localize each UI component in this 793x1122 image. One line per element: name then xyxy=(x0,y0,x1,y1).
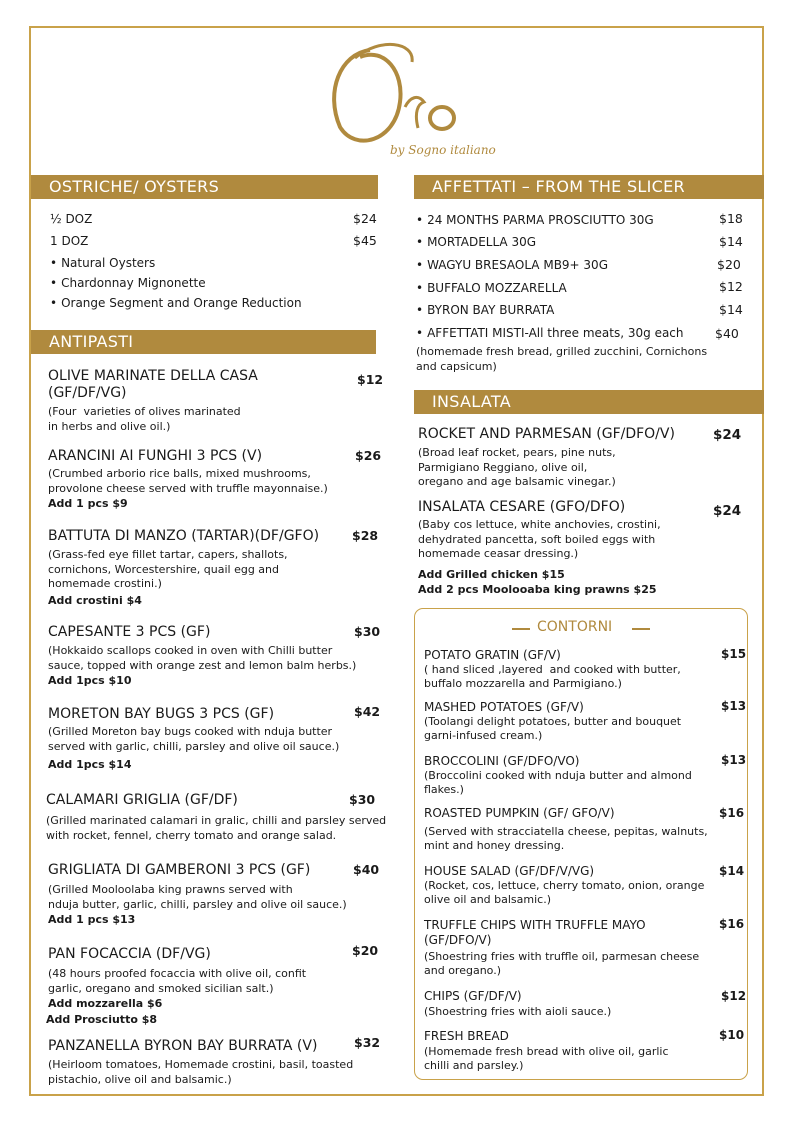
dish-price: $30 xyxy=(349,792,376,807)
dish-title: OLIVE MARINATE DELLA CASA (GF/DF/VG) xyxy=(48,368,258,401)
contorni-heading: CONTORNI xyxy=(537,619,613,635)
side-price: $15 xyxy=(721,647,747,661)
dish-price: $42 xyxy=(354,704,381,719)
side-price: $10 xyxy=(719,1028,745,1042)
dish-add-on: Add 1 pcs $13 xyxy=(48,913,136,926)
dish-desc: (48 hours proofed focaccia with olive oil, confit garlic, oregano and smoked sicilian salt.) xyxy=(48,967,307,995)
salad-add-on: Add Grilled chicken $15 xyxy=(418,568,565,581)
affettati-item: • WAGYU BRESAOLA MB9+ 30G xyxy=(416,258,608,273)
side-desc: (Shoestring fries with truffle oil, parmesan cheese and oregano.) xyxy=(424,950,700,977)
dish-title: PAN FOCACCIA (DF/VG) xyxy=(48,946,211,962)
dish-desc: (Grilled Moreton bay bugs cooked with nduja butter served with garlic, chilli, parsley and olive oil sauce.) xyxy=(48,725,340,753)
side-desc: (Shoestring fries with aioli sauce.) xyxy=(424,1005,612,1018)
oyster-half-doz: ½ DOZ xyxy=(50,212,93,226)
side-price: $13 xyxy=(721,753,747,767)
dish-desc: (Four varieties of olives marinated in herbs and olive oil.) xyxy=(48,405,241,433)
affettati-item: • AFFETTATI MISTI-All three meats, 30g each xyxy=(416,326,684,341)
salad-title: INSALATA CESARE (GFO/DFO) xyxy=(418,499,626,515)
dish-title: ARANCINI AI FUNGHI 3 PCS (V) xyxy=(48,448,263,464)
salad-price: $24 xyxy=(713,503,742,519)
affettati-note: (homemade fresh bread, grilled zucchini, Cornichons and capsicum) xyxy=(416,345,708,373)
dish-add-on: Add 1pcs $14 xyxy=(48,758,132,771)
dish-title: BATTUTA DI MANZO (TARTAR)(DF/GFO) xyxy=(48,528,320,544)
affettati-price: $14 xyxy=(719,234,743,249)
affettati-price: $12 xyxy=(719,279,743,294)
salad-desc: (Baby cos lettuce, white anchovies, crostini, dehydrated pancetta, soft boiled eggs with homemade ceasar dressing.) xyxy=(418,518,661,560)
dish-price: $40 xyxy=(353,862,380,877)
oysters-heading: OSTRICHE/ OYSTERS xyxy=(31,175,378,199)
dish-title: MORETON BAY BUGS 3 PCS (GF) xyxy=(48,706,275,722)
side-desc: (Served with stracciatella cheese, pepitas, walnuts, mint and honey dressing. xyxy=(424,825,708,852)
affettati-price: $18 xyxy=(719,211,743,226)
salad-desc: (Broad leaf rocket, pears, pine nuts, Parmigiano Reggiano, olive oil, oregano and age balsamic vinegar.) xyxy=(418,446,616,488)
side-price: $13 xyxy=(721,699,747,713)
side-desc: (Broccolini cooked with nduja butter and almond flakes.) xyxy=(424,769,692,796)
dish-add-on: Add 1 pcs $9 xyxy=(48,497,128,510)
affettati-price: $40 xyxy=(715,326,739,341)
oyster-option: • Orange Segment and Orange Reduction xyxy=(50,296,302,311)
dish-desc: (Grilled marinated calamari in gralic, chilli and parsley served with rocket, fennel, cherry tomato and orange salad. xyxy=(46,814,387,842)
dish-price: $32 xyxy=(354,1035,381,1050)
dish-title: CAPESANTE 3 PCS (GF) xyxy=(48,624,211,640)
side-title: POTATO GRATIN (GF/V) xyxy=(424,648,561,662)
side-price: $16 xyxy=(719,806,745,820)
divider xyxy=(632,628,650,630)
side-title: TRUFFLE CHIPS WITH TRUFFLE MAYO (GF/DFO/V) xyxy=(424,918,646,947)
affettati-item: • BYRON BAY BURRATA xyxy=(416,303,554,318)
dish-title: PANZANELLA BYRON BAY BURRATA (V) xyxy=(48,1038,318,1054)
dish-desc: (Grilled Mooloolaba king prawns served with nduja butter, garlic, chilli, parsley and olive oil sauce.) xyxy=(48,883,347,911)
side-title: MASHED POTATOES (GF/V) xyxy=(424,700,584,714)
dish-add-on: Add Prosciutto $8 xyxy=(46,1013,158,1026)
dish-price: $28 xyxy=(352,528,379,543)
side-title: CHIPS (GF/DF/V) xyxy=(424,989,522,1003)
dish-add-on: Add 1pcs $10 xyxy=(48,674,132,687)
oyster-option: • Chardonnay Mignonette xyxy=(50,276,206,291)
dish-desc: (Grass-fed eye fillet tartar, capers, shallots, cornichons, Worcestershire, quail egg and homemade crostini.) xyxy=(48,548,288,590)
side-desc: (Toolangi delight potatoes, butter and bouquet garni-infused cream.) xyxy=(424,715,682,742)
dish-price: $30 xyxy=(354,624,381,639)
oyster-option: • Natural Oysters xyxy=(50,256,155,271)
dish-add-on: Add mozzarella $6 xyxy=(48,997,163,1010)
dish-price: $20 xyxy=(352,943,379,958)
brand-logo xyxy=(300,32,510,162)
side-title: ROASTED PUMPKIN (GF/ GFO/V) xyxy=(424,806,615,820)
dish-price: $12 xyxy=(357,372,384,387)
salad-add-on: Add 2 pcs Moolooaba king prawns $25 xyxy=(418,583,657,596)
dish-price: $26 xyxy=(355,448,382,463)
affettati-item: • 24 MONTHS PARMA PROSCIUTTO 30G xyxy=(416,213,654,228)
oyster-half-doz-price: $24 xyxy=(353,211,377,226)
affettati-price: $20 xyxy=(717,257,741,272)
side-title: BROCCOLINI (GF/DFO/VO) xyxy=(424,754,580,768)
side-price: $14 xyxy=(719,864,745,878)
oyster-one-doz-price: $45 xyxy=(353,233,377,248)
salad-title: ROCKET AND PARMESAN (GF/DFO/V) xyxy=(418,426,675,442)
dish-desc: (Crumbed arborio rice balls, mixed mushrooms, provolone cheese served with truffle mayonnaise.) xyxy=(48,467,328,495)
side-price: $16 xyxy=(719,917,745,931)
affettati-price: $14 xyxy=(719,302,743,317)
oyster-one-doz: 1 DOZ xyxy=(50,234,89,248)
dish-add-on: Add crostini $4 xyxy=(48,594,142,607)
side-price: $12 xyxy=(721,989,747,1003)
divider xyxy=(512,628,530,630)
salad-price: $24 xyxy=(713,427,742,443)
side-title: FRESH BREAD xyxy=(424,1029,509,1043)
side-title: HOUSE SALAD (GF/DF/V/VG) xyxy=(424,864,595,878)
dish-title: GRIGLIATA DI GAMBERONI 3 PCS (GF) xyxy=(48,862,311,878)
affettati-item: • MORTADELLA 30G xyxy=(416,235,536,250)
antipasti-heading: ANTIPASTI xyxy=(31,330,376,354)
affettati-heading: AFFETTATI – FROM THE SLICER xyxy=(414,175,764,199)
side-desc: (Rocket, cos, lettuce, cherry tomato, onion, orange olive oil and balsamic.) xyxy=(424,879,705,906)
dish-title: CALAMARI GRIGLIA (GF/DF) xyxy=(46,792,238,808)
side-desc: ( hand sliced ,layered and cooked with butter, buffalo mozzarella and Parmigiano.) xyxy=(424,663,681,690)
dish-desc: (Hokkaido scallops cooked in oven with Chilli butter sauce, topped with orange zest and lemon balm herbs.) xyxy=(48,644,357,672)
dish-desc: (Heirloom tomatoes, Homemade crostini, basil, toasted pistachio, olive oil and balsamic.) xyxy=(48,1058,354,1086)
brand-tagline: by Sogno italiano xyxy=(390,143,496,157)
insalata-heading: INSALATA xyxy=(414,390,764,414)
affettati-item: • BUFFALO MOZZARELLA xyxy=(416,281,567,296)
side-desc: (Homemade fresh bread with olive oil, garlic chilli and parsley.) xyxy=(424,1045,669,1072)
